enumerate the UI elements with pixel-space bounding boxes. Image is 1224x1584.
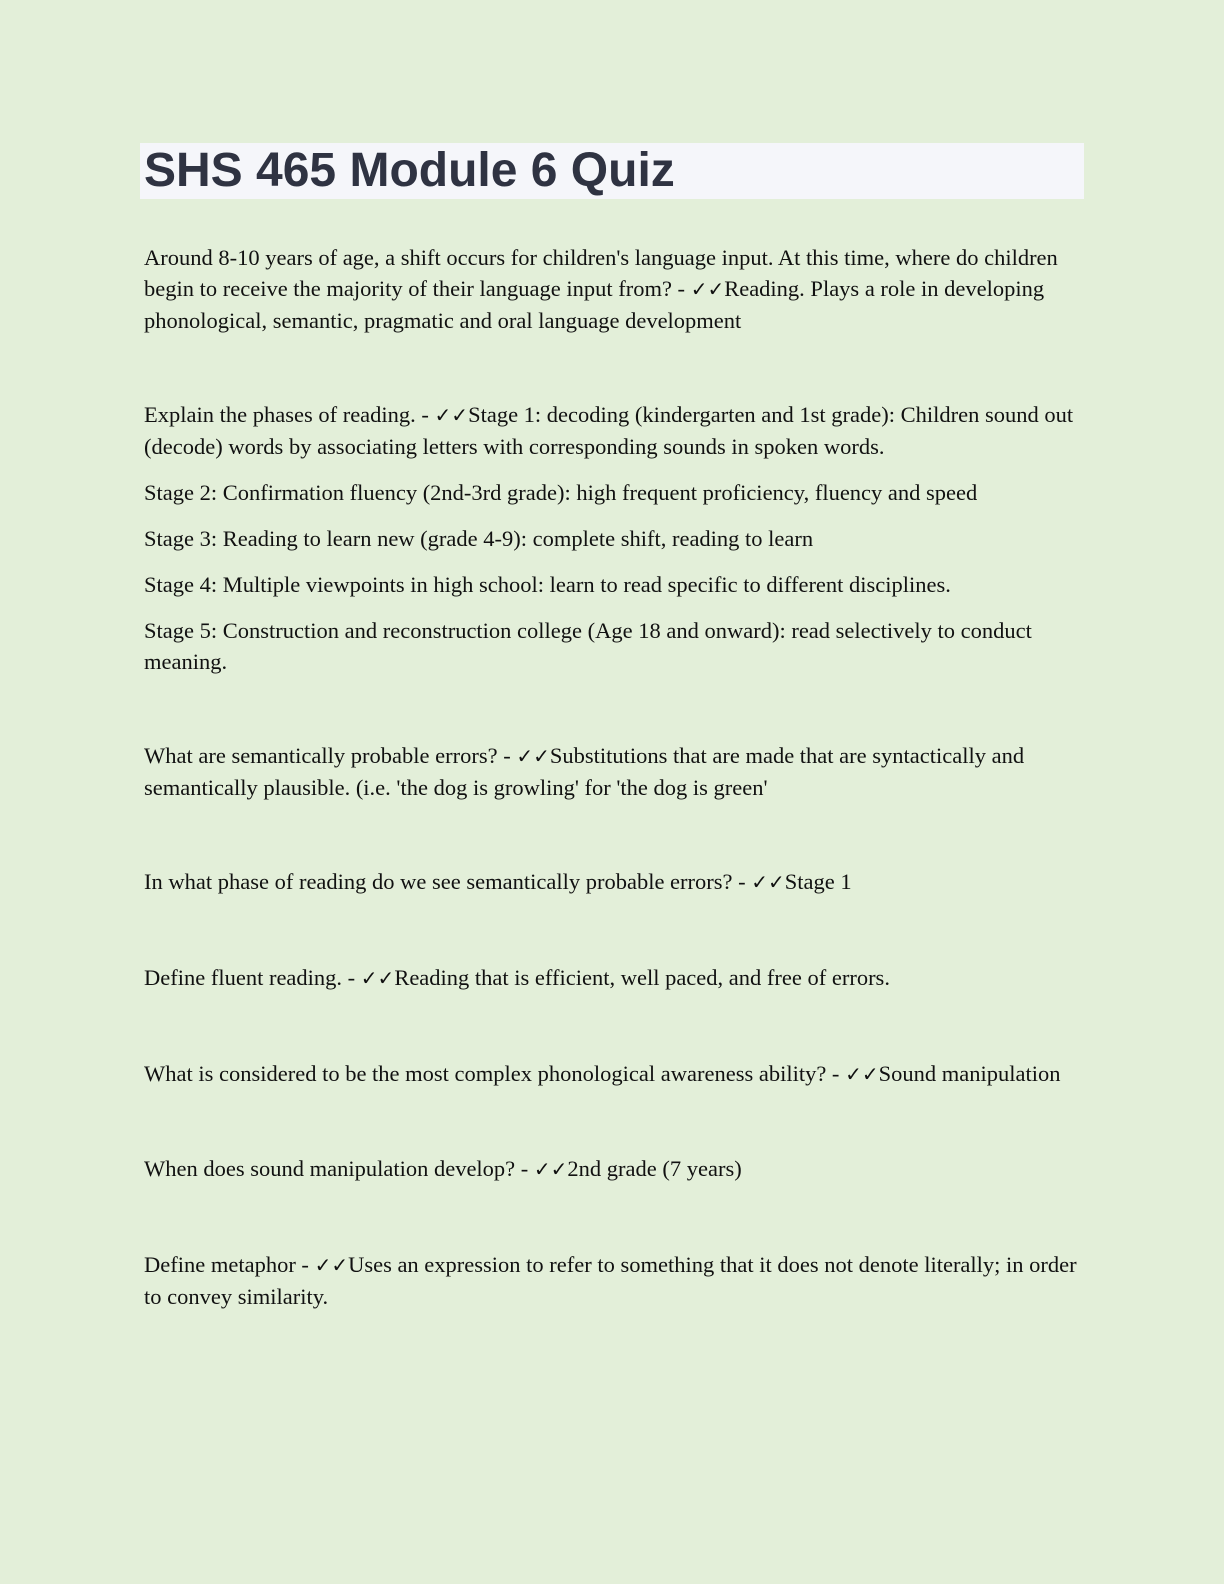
qa-item (144, 866, 1084, 898)
question-text: Around 8-10 years of age, a shift occurs for children's language input. At this time, where do children begin to receive the majority of their language input from? - (144, 245, 1058, 301)
answer-text: Stage 1: decoding (kindergarten and 1st grade): Children sound out (decode) words by associating letters with corresponding sounds in spoken words. (144, 402, 1074, 459)
check-mark-icon: ✓✓ (516, 744, 550, 768)
check-mark-icon: ✓✓ (434, 403, 469, 427)
question-text: Define fluent reading. - (144, 965, 361, 990)
check-mark-icon: ✓✓ (751, 870, 785, 894)
answer-text: Substitutions that are made that are syntactically and semantically plausible. (i.e. 'the dog is growling' for 'the dog is green' (144, 743, 1025, 800)
qa-item (144, 1249, 1084, 1312)
stage-line: Stage 5: Construction and reconstruction college (Age 18 and onward): read selectively to conduct meaning. (144, 618, 1032, 674)
question-text: Explain the phases of reading. - (144, 402, 435, 427)
question-text: Define metaphor - (144, 1252, 315, 1277)
question-text: In what phase of reading do we see semantically probable errors? - (144, 869, 752, 894)
answer-text: Reading. Plays a role in developing phonological, semantic, pragmatic and oral language development (144, 276, 1045, 333)
check-mark-icon: ✓✓ (845, 1062, 879, 1086)
qa-item (144, 1058, 1084, 1090)
stage-line: Stage 3: Reading to learn new (grade 4-9): complete shift, reading to learn (144, 526, 814, 551)
question-text: What is considered to be the most complex phonological awareness ability? - (144, 1061, 846, 1086)
answer-text: 2nd grade (7 years) (567, 1156, 742, 1181)
title-bar (140, 143, 1084, 199)
question-text: What are semantically probable errors? - (144, 743, 517, 768)
check-mark-icon: ✓✓ (314, 1253, 349, 1277)
answer-text: Stage 1 (784, 869, 852, 894)
answer-text: Sound manipulation (878, 1061, 1061, 1086)
stage-line: Stage 4: Multiple viewpoints in high school: learn to read specific to different disciplines. (144, 572, 951, 597)
check-mark-icon: ✓✓ (690, 277, 725, 301)
page-title: SHS 465 Module 6 Quiz (144, 144, 675, 197)
question-text: When does sound manipulation develop? - (144, 1156, 534, 1181)
qa-item (144, 1153, 1084, 1185)
check-mark-icon: ✓✓ (360, 966, 395, 990)
stage-line: Stage 2: Confirmation fluency (2nd-3rd grade): high frequent proficiency, fluency and speed (144, 480, 978, 505)
qa-item (144, 740, 1084, 803)
quiz-content (144, 242, 1084, 1312)
qa-item (144, 399, 1084, 462)
answer-text: Uses an expression to refer to something that it does not denote literally; in order to convey similarity. (144, 1252, 1077, 1309)
qa-item (144, 962, 1084, 994)
check-mark-icon: ✓✓ (533, 1157, 568, 1181)
qa-item (144, 242, 1084, 336)
answer-text: Reading that is efficient, well paced, and free of errors. (394, 965, 890, 990)
